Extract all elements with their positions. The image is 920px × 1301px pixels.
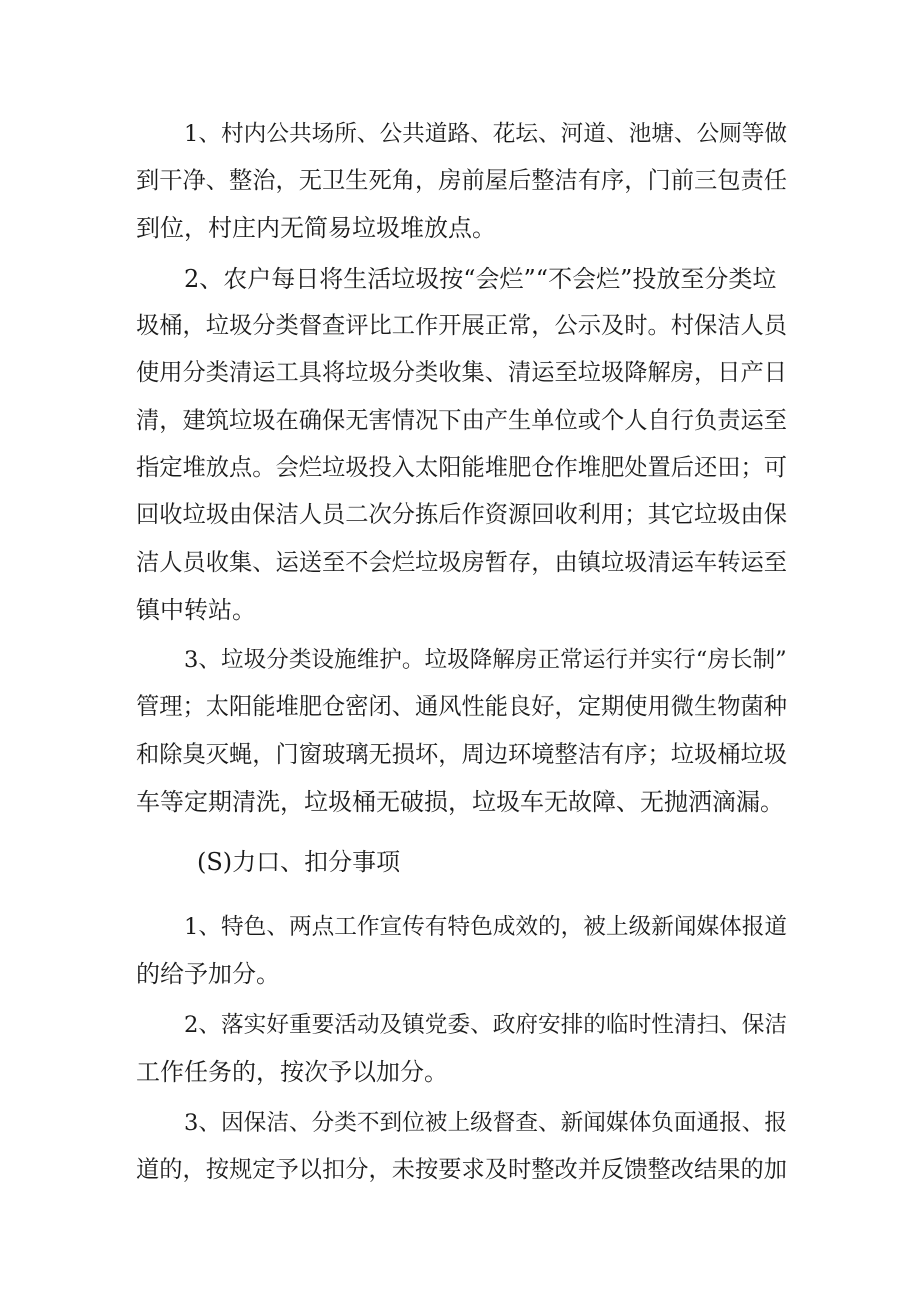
paragraph-2-line-7: 洁人员收集、运送至不会烂垃圾房暂存，由镇垃圾清运车转运至 <box>136 549 788 576</box>
item-1-line-1: 1、特色、两点工作宣传有特色成效的，被上级新闻媒体报道 <box>184 914 788 940</box>
paragraph-1-line-1: 1、村内公共场所、公共道路、花坛、河道、池塘、公厕等做 <box>184 121 788 147</box>
paragraph-3-line-4: 车等定期清洗，垃圾桶无破损，垃圾车无故障、无抛洒滴漏。 <box>136 788 784 816</box>
item-1-line-2: 的给予加分。 <box>136 960 280 988</box>
item-3-line-2: 道的，按规定予以扣分，未按要求及时整改并反馈整改结果的加 <box>136 1156 788 1183</box>
section-heading: (S)力口、扣分事项 <box>197 848 401 876</box>
paragraph-3-line-3: 和除臭灭蝇，门窗玻璃无损坏，周边环境整洁有序；垃圾桶垃圾 <box>136 741 788 768</box>
paragraph-2-line-1: 2、农户每日将生活垃圾按“会烂”“不会烂”投放至分类垃 <box>184 265 777 293</box>
paragraph-3-line-1: 3、垃圾分类设施维护。垃圾降解房正常运行并实行“房长制” <box>184 647 787 673</box>
paragraph-2-line-2: 圾桶，垃圾分类督查评比工作开展正常，公示及时。村保洁人员 <box>136 312 788 339</box>
paragraph-2-line-3: 使用分类清运工具将垃圾分类收集、清运至垃圾降解房，日产日 <box>136 359 788 386</box>
paragraph-2-line-6: 回收垃圾由保洁人员二次分拣后作资源回收利用；其它垃圾由保 <box>136 501 788 528</box>
paragraph-2-line-8: 镇中转站。 <box>136 596 256 624</box>
paragraph-1-line-2: 到干净、整治，无卫生死角，房前屋后整洁有序，门前三包责任 <box>136 167 788 194</box>
paragraph-1-line-3: 到位，村庄内无简易垃圾堆放点。 <box>136 214 496 242</box>
item-2-line-2: 工作任务的，按次予以加分。 <box>136 1058 448 1086</box>
item-3-line-1: 3、因保洁、分类不到位被上级督查、新闻媒体负面通报、报 <box>184 1110 788 1136</box>
paragraph-3-line-2: 管理；太阳能堆肥仓密闭、通风性能良好，定期使用微生物菌种 <box>136 693 788 720</box>
paragraph-2-line-4: 清，建筑垃圾在确保无害情况下由产生单位或个人自行负责运至 <box>136 407 788 434</box>
paragraph-2-line-5: 指定堆放点。会烂垃圾投入太阳能堆肥仓作堆肥处置后还田；可 <box>136 454 788 481</box>
item-2-line-1: 2、落实好重要活动及镇党委、政府安排的临时性清扫、保洁 <box>184 1012 788 1038</box>
